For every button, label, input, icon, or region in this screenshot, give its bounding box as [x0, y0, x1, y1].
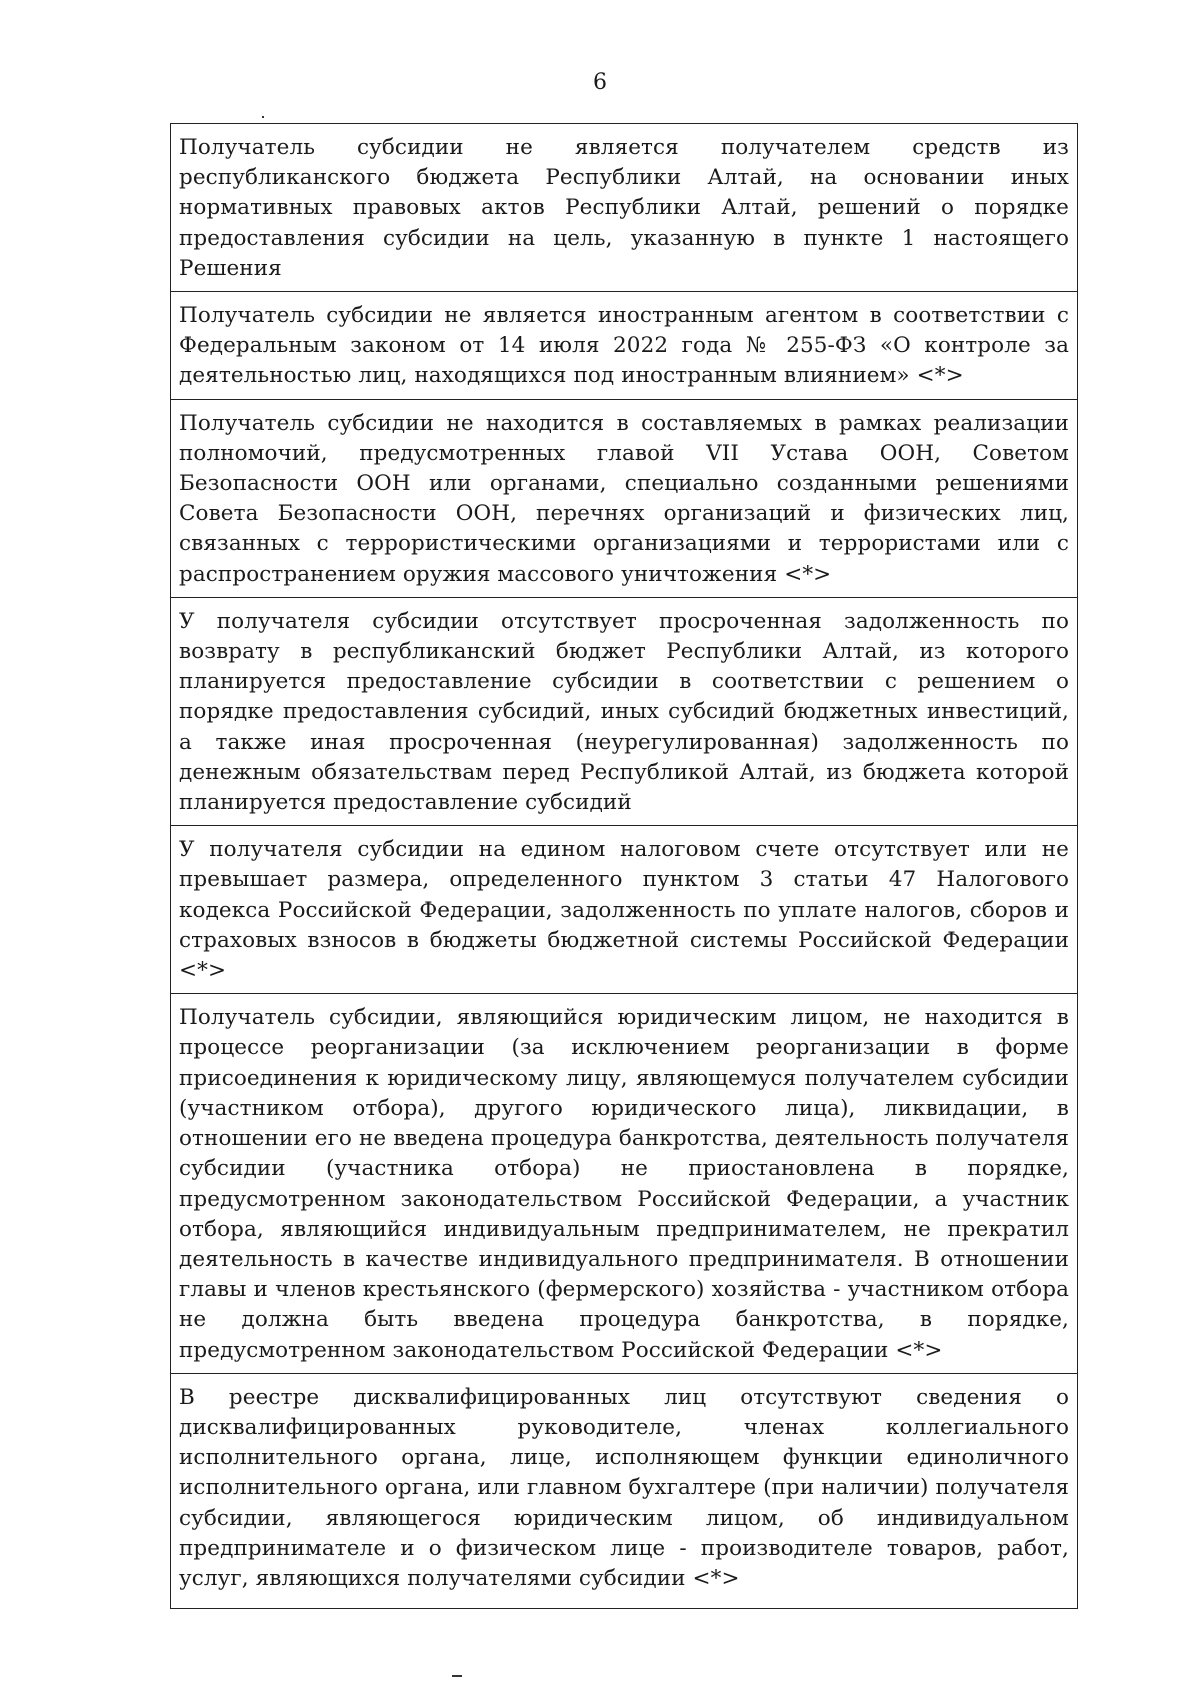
condition-row: У получателя субсидии отсутствует просроченная задолженность по возврату в республиканский бюджет Республики Алтай, из которого планируется предоставление субсидии в соответствии с решением о порядке предоставления субсидий, иных субсидий бюджетных инвестиций, а также иная просроченная (неурегулированная) задолженность по денежным обязательствам перед Республикой Алтай, из бюджета которой планируется предоставление субсидий	[171, 597, 1077, 825]
condition-row: В реестре дисквалифицированных лиц отсутствуют сведения о дисквалифицированных руководителе, членах коллегиального исполнительного органа, лице, исполняющем функции единоличного исполнительного органа, или главном бухгалтере (при наличии) получателя субсидии, являющегося юридическим лицом, об индивидуальном предпринимателе и о физическом лице - производителе товаров, работ, услуг, являющихся получателями субсидии <*>	[171, 1373, 1077, 1608]
condition-row: У получателя субсидии на едином налоговом счете отсутствует или не превышает размера, определенного пунктом 3 статьи 47 Налогового кодекса Российской Федерации, задолженность по уплате налогов, сборов и страховых взносов в бюджеты бюджетной системы Российской Федерации <*>	[171, 825, 1077, 993]
scan-speck	[452, 1675, 462, 1677]
condition-row: Получатель субсидии не находится в составляемых в рамках реализации полномочий, предусмотренных главой VII Устава ООН, Советом Безопасности ООН или органами, специально созданными решениями Совета Безопасности ООН, перечнях организаций и физических лиц, связанных с террористическими организациями и террористами или с распространением оружия массового уничтожения <*>	[171, 399, 1077, 597]
condition-row: Получатель субсидии не является иностранным агентом в соответствии с Федеральным законом от 14 июля 2022 года № 255-ФЗ «О контроле за деятельностью лиц, находящихся под иностранным влиянием» <*>	[171, 291, 1077, 399]
condition-row: Получатель субсидии не является получателем средств из республиканского бюджета Республики Алтай, на основании иных нормативных правовых актов Республики Алтай, решений о порядке предоставления субсидии на цель, указанную в пункте 1 настоящего Решения	[179, 135, 1069, 281]
page-number: 6	[593, 70, 607, 95]
scan-speck	[262, 116, 264, 118]
condition-row: Получатель субсидии, являющийся юридическим лицом, не находится в процессе реорганизации (за исключением реорганизации в форме присоединения к юридическому лицу, являющемуся получателем субсидии (участником отбора), другого юридического лица), ликвидации, в отношении его не введена процедура банкротства, деятельность получателя субсидии (участника отбора) не приостановлена в порядке, предусмотренном законодательством Российской Федерации, а участник отбора, являющийся индивидуальным предпринимателем, не прекратил деятельность в качестве индивидуального предпринимателя. В отношении главы и членов крестьянского (фермерского) хозяйства - участником отбора не должна быть введена процедура банкротства, в порядке, предусмотренном законодательством Российской Федерации <*>	[171, 993, 1077, 1372]
conditions-table	[170, 123, 1078, 1609]
